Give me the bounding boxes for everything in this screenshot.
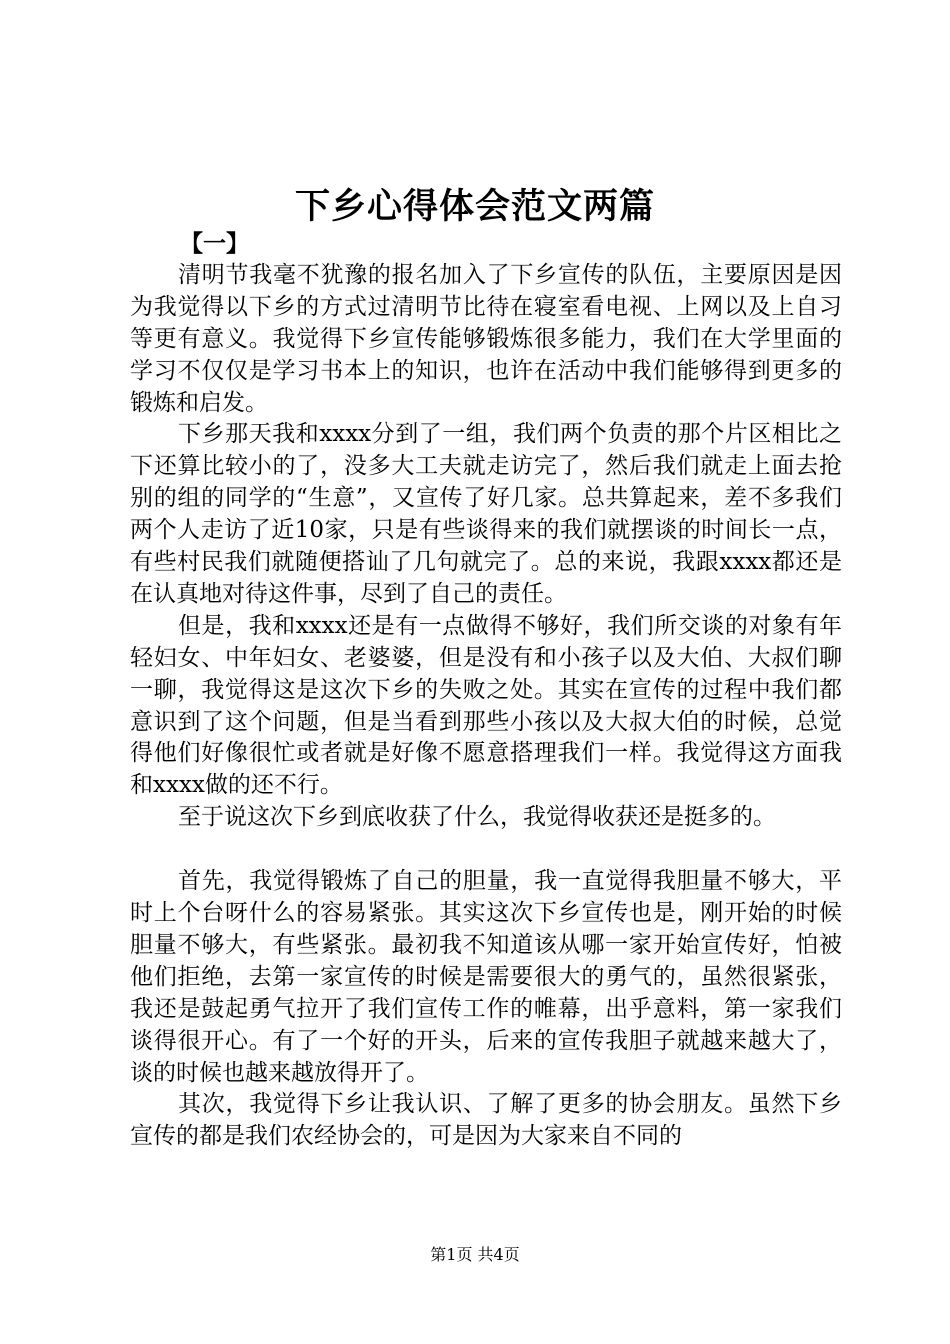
paragraph-1: 清明节我毫不犹豫的报名加入了下乡宣传的队伍，主要原因是因为我觉得以下乡的方式过清明节比待在寝室看电视、上网以及上自习等更有意义。我觉得下乡宣传能够锻炼很多能力，我们在大学里面的学习不仅仅是学习书本上的知识，也许在活动中我们能够得到更多的锻炼和启发。: [130, 261, 842, 416]
document-body: [130, 228, 842, 1153]
paragraph-3: 但是，我和xxxx还是有一点做得不够好，我们所交谈的对象有年轻妇女、中年妇女、老婆婆，但是没有和小孩子以及大伯、大叔们聊一聊，我觉得这是这次下乡的失败之处。其实在宣传的过程中我们都意识到了这个问题，但是当看到那些小孩以及大叔大伯的时候，总觉得他们好像很忙或者就是好像不愿意搭理我们一样。我觉得这方面我和xxxx做的还不行。: [130, 612, 842, 799]
paragraph-5: 首先，我觉得锻炼了自己的胆量，我一直觉得我胆量不够大，平时上个台呀什么的容易紧张。其实这次下乡宣传也是，刚开始的时候胆量不够大，有些紧张。最初我不知道该从哪一家开始宣传好，怕被他们拒绝，去第一家宣传的时候是需要很大的勇气的，虽然很紧张，我还是鼓起勇气拉开了我们宣传工作的帷幕，出乎意料，第一家我们谈得很开心。有了一个好的开头，后来的宣传我胆子就越来越大了，谈的时候也越来越放得开了。: [130, 868, 842, 1086]
paragraph-spacer: [130, 834, 842, 866]
paragraph-6: 其次，我觉得下乡让我认识、了解了更多的协会朋友。虽然下乡宣传的都是我们农经协会的，可是因为大家来自不同的: [130, 1091, 842, 1150]
page-number: 第1页 共4页: [430, 1245, 520, 1264]
page-title: 下乡心得体会范文两篇: [294, 186, 655, 227]
paragraph-4: 至于说这次下乡到底收获了什么，我觉得收获还是挺多的。: [178, 804, 776, 831]
paragraph-2: 下乡那天我和xxxx分到了一组，我们两个负责的那个片区相比之下还算比较小的了，没多大工夫就走访完了，然后我们就走上面去抢别的组的同学的“生意”，又宣传了好几家。总共算起来，差不多我们两个人走访了近10家，只是有些谈得来的我们就摆谈的时间长一点，有些村民我们就随便搭讪了几句就完了。总的来说，我跟xxxx都还是在认真地对待这件事，尽到了自己的责任。: [130, 421, 842, 607]
section-label: 【一】: [180, 230, 249, 257]
